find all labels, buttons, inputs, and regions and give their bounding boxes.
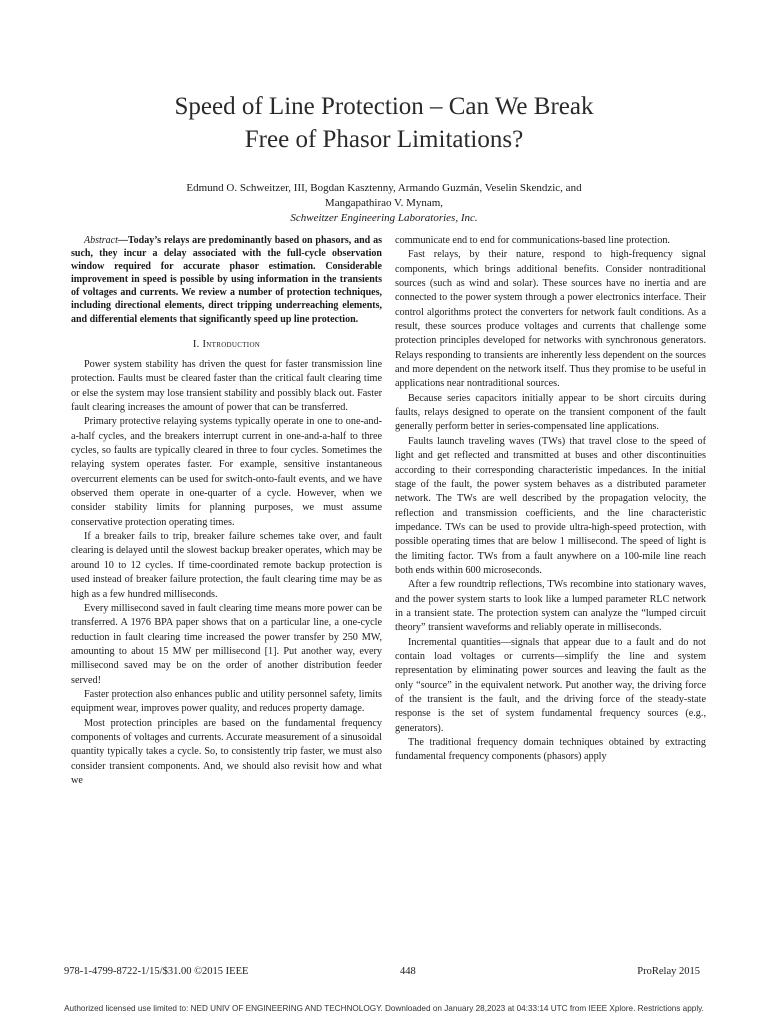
body-paragraph: Incremental quantities—signals that appear due to a fault and do not contain load voltages or currents—simplify the line and system representation by eliminating power sources and leaving the fault as the only “source” in the equivalent network. Put another way, the driving force of the transient is the fault, and the driving force of the steady-state response is the set of system fundamental frequency sources (e.g., generators). <box>395 636 706 734</box>
section-heading <box>71 338 382 352</box>
body-paragraph: Fast relays, by their nature, respond to high-frequency signal components, which brings additional benefits. Consider nontraditional sources (such as wind and solar). These sources have no inertia and are connected to the power system through a power electronics interface. Their control algorithms protect the converters for network fault conditions. As a result, these sources produce voltages and currents that challenge some protection principles developed for networks with synchronous generators. Relays responding to transients are inherently less dependent on the sources and more dependent on the network itself. Thus they promise to be useful in applications near nontraditional sources. <box>395 249 706 390</box>
body-paragraph: Because series capacitors initially appear to be short circuits during faults, relays designed to operate on the transient component of the fault generally perform better in series-compensated line applications. <box>395 392 706 433</box>
body-paragraph: After a few roundtrip reflections, TWs recombine into stationary waves, and the power system starts to look like a lumped parameter RLC network in a transient state. The protection system can analyze the “lumped circuit theory” transient waveforms and reliably operate in milliseconds. <box>395 579 706 634</box>
footer-conference: ProRelay 2015 <box>637 966 700 977</box>
footer-isbn: 978-1-4799-8722-1/15/$31.00 ©2015 IEEE <box>64 966 249 977</box>
body-paragraph: Every millisecond saved in fault clearing time means more power can be transferred. A 1976 BPA paper shows that on a particular line, a one-cycle reduction in fault clearing time increased the power transfer by 250 MW, amounting to about 15 MW per millisecond [1]. Put another way, every millisecond saved may be on the order of another distribution feeder served! <box>71 602 382 686</box>
right-column <box>395 234 706 765</box>
abstract <box>71 234 382 326</box>
abstract-lead: Abstract <box>84 235 118 246</box>
body-paragraph: Most protection principles are based on the fundamental frequency components of voltages and currents. Accurate measurement of a sinusoidal quantity typically takes a cycle. So, to consistently trip faster, we must also consider transient components. And, we should also revisit how and what we <box>71 717 382 786</box>
author-block <box>80 181 688 226</box>
page-number: 448 <box>400 966 416 977</box>
author-line-1: Edmund O. Schweitzer, III, Bogdan Kasztenny, Armando Guzmán, Veselin Skendzic, and <box>186 182 582 194</box>
paper-title-line-1: Speed of Line Protection – Can We Break <box>174 93 594 120</box>
author-affiliation: Schweitzer Engineering Laboratories, Inc. <box>290 212 478 224</box>
author-line-2 <box>80 196 688 226</box>
body-paragraph: If a breaker fails to trip, breaker failure schemes take over, and fault clearing is delayed until the slowest backup breaker operates, which may be around 10 to 12 cycles. If time-coordinated remote backup protection is used instead of breaker failure protection, the fault clearing time may be as high as a few hundred milliseconds. <box>71 531 382 600</box>
page-footer <box>64 966 700 980</box>
body-paragraph: Power system stability has driven the quest for faster transmission line protection. Faults must be cleared faster than the critical fault clearing time or else the system may lose transient stability and possibly black out. Faster fault clearing increases the amount of power that can be transferred. <box>71 359 382 414</box>
abstract-text: —Today’s relays are predominantly based on phasors, and as such, they incur a delay associated with the full-cycle observation window required for accurate phasor estimation. Considerable improvement in speed is possible by using information in the transients of voltages and currents. We review a number of protection techniques, including directional elements, direct tripping underreaching elements, and differential elements that significantly speed up line protection. <box>71 235 382 325</box>
body-paragraph: Primary protective relaying systems typically operate in one to one-and-a-half cycles, and the breakers interrupt current in one-and-a-half to three cycles, so faults are typically cleared in three to four cycles. Sometimes the relaying system operates faster. For example, sensitive instantaneous overcurrent elements can be used for switch-onto-fault events, and we have observed them operate in one-quarter of a cycle. However, when we consider stability limits for planning purposes, we must assume conservative protection operating times. <box>71 416 382 528</box>
author-line-2-names: Mangapathirao V. Mynam, <box>324 197 444 209</box>
body-paragraph: Faults launch traveling waves (TWs) that travel close to the speed of light and get reflected and transmitted at buses and other discontinuities according to their corresponding characteristic impedances. In the initial stage of the fault, the power system behaves as a distributed parameter network. The TWs are well described by the propagation velocity, the reflection and transmission coefficients, and the line characteristic impedance. TWs can be used to provide ultra-high-speed protection, with possible operating times that are below 1 millisecond. The speed of light is the limiting factor. TWs from a fault anywhere on a 100-mile line reach both ends within 600 microseconds. <box>395 435 706 576</box>
license-notice: Authorized licensed use limited to: NED UNIV OF ENGINEERING AND TECHNOLOGY. Downloaded on January 28,2023 at 04:33:14 UTC from IEEE Xplore. Restrictions apply. <box>64 1004 704 1013</box>
body-paragraph-continued: communicate end to end for communications-based line protection. <box>395 235 670 246</box>
paper-title <box>60 90 708 156</box>
body-paragraph: Faster protection also enhances public and utility personnel safety, limits equipment wear, improves power quality, and reduces property damage. <box>71 688 382 715</box>
section-name: Introduction <box>202 338 261 350</box>
body-paragraph: The traditional frequency domain techniques obtained by extracting fundamental frequency components (phasors) apply <box>395 737 706 763</box>
left-column <box>71 234 382 788</box>
paper-title-line-2: Free of Phasor Limitations? <box>244 126 524 153</box>
section-number: I. <box>192 338 203 350</box>
